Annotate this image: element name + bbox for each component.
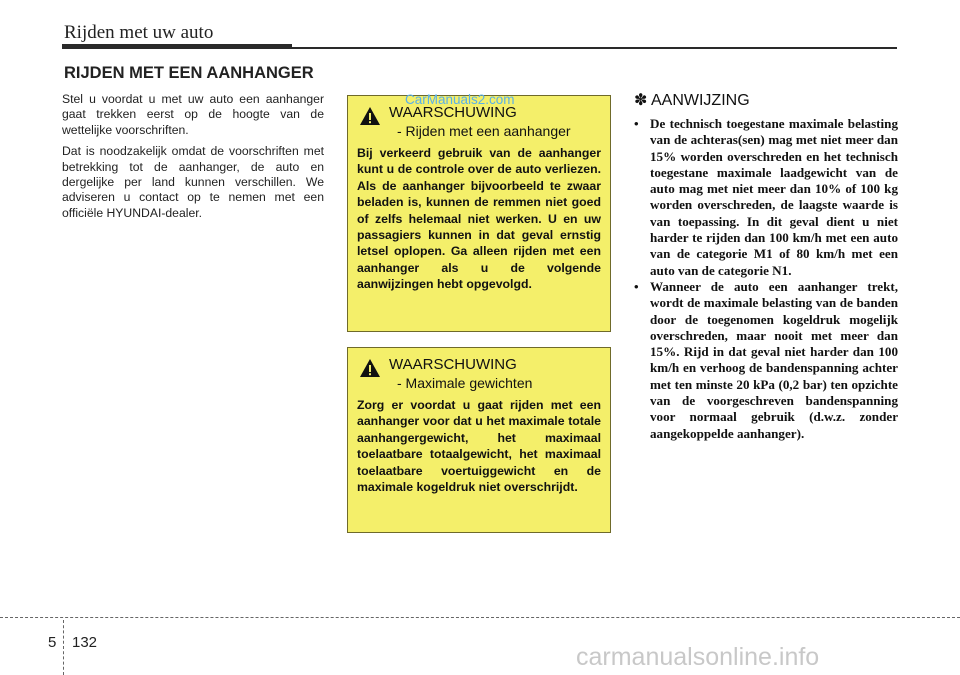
watermark-top: CarManuals2.com: [405, 92, 515, 107]
running-header: Rijden met uw auto: [64, 22, 214, 43]
warning-box-weights: [347, 347, 611, 533]
warning-header: [357, 356, 601, 392]
note-list: [634, 116, 898, 442]
footer-rule: [0, 617, 960, 618]
warning-box-towing: [347, 95, 611, 332]
note-item-text: Wanneer de auto een aanhanger trekt, wordt de maximale belasting van de banden door de toegenomen kogeldruk mogelijk overschreden, maar nooit met meer dan 15%. Rijd in dat geval niet harder dan 100 km/h en verhoog de bandenspanning achter met ten minste 20 kPa (0,2 bar) ten opzichte van de voorgeschreven bandenspanning voor normaal gebruik (d.w.z. zonder aangekoppelde aanhanger).: [650, 278, 898, 441]
warning-triangle-icon: [359, 358, 381, 378]
warning-triangle-icon: [359, 106, 381, 126]
warning-body: Bij verkeerd gebruik van de aanhanger kunt u de controle over de auto verliezen. Als de aanhanger bijvoorbeeld te zwaar beladen is, kunnen de remmen niet goed of zelfs helemaal niet werken. U en uw passagiers kunnen in dat geval ernstig letsel oplopen. Ga alleen rijden met een aanhanger als u de volgende aanwijzingen hebt opgevolgd.: [357, 146, 601, 292]
warning-subtitle: - Rijden met een aanhanger: [397, 123, 571, 139]
warning-title: WAARSCHUWING: [389, 356, 517, 373]
bullet-icon: •: [634, 278, 639, 294]
section-title: RIJDEN MET EEN AANHANGER: [64, 64, 314, 82]
note-block: [634, 90, 898, 442]
intro-text: [62, 92, 324, 227]
list-item: [634, 116, 898, 279]
header-rule-thick: [62, 44, 292, 49]
note-title: [634, 90, 898, 110]
footer-separator: [63, 620, 64, 675]
watermark-bottom: carmanualsonline.info: [576, 643, 820, 671]
warning-body: Zorg er voordat u gaat rijden met een aanhanger voor dat u het maximale totale aanhangergewicht, het maximaal toelaatbare totaalgewicht, het maximaal toelaatbare voertuiggewicht en de maximale kogeldruk niet overschrijdt.: [357, 398, 601, 495]
note-symbol-icon: ✽: [634, 92, 648, 109]
note-item-text: De technisch toegestane maximale belasting van de achteras(sen) mag met niet meer dan 15% worden overschreden en het technisch toegestane maximale laadgewicht van de auto mag met niet meer dan 10% of 100 kg worden overschreden, de laagste waarde is van toepassing. In dit geval dient u niet harder te rijden dan 100 km/h met een auto van de categorie M1 of 80 km/h met een auto van de categorie N1.: [650, 116, 898, 278]
bullet-icon: •: [634, 116, 639, 131]
warning-title: WAARSCHUWING: [389, 104, 517, 121]
list-item: [634, 279, 898, 442]
warning-subtitle: - Maximale gewichten: [397, 375, 533, 391]
page-number: 132: [72, 634, 98, 651]
intro-paragraph-2: Dat is noodzakelijk omdat de voorschriften met betrekking tot de aanhanger, de auto en dergelijke per land kunnen verschillen. We adviseren u contact op te nemen met een officiële HYUNDAI-dealer.: [62, 144, 324, 220]
note-title-text: AANWIJZING: [650, 92, 750, 109]
warning-header: [357, 104, 601, 140]
header-rule-thin: [290, 47, 897, 49]
intro-paragraph-1: Stel u voordat u met uw auto een aanhanger gaat trekken eerst op de hoogte van de wettelijke voorschriften.: [62, 92, 324, 137]
chapter-number: 5: [48, 634, 57, 651]
